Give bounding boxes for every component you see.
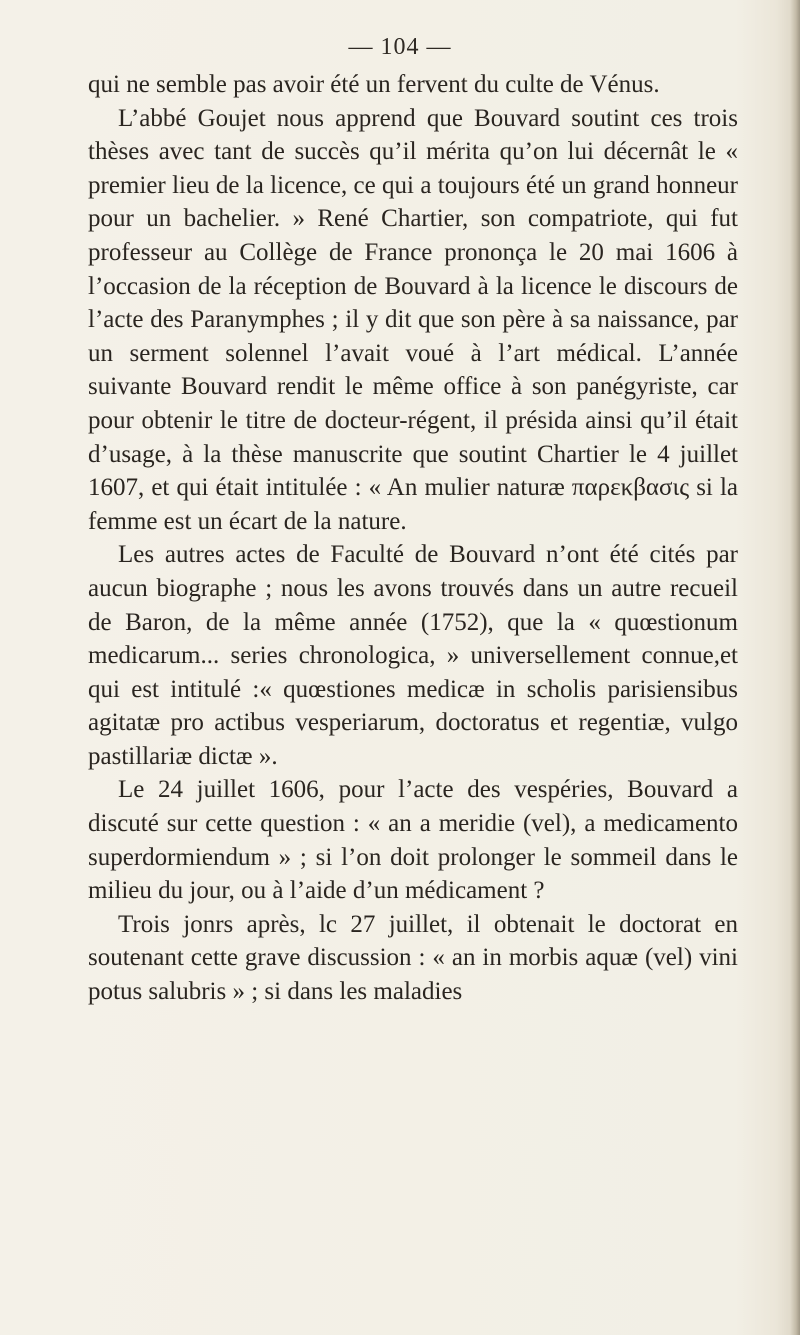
paragraph: Trois jonrs après, lc 27 juillet, il obtenait le doctorat en soutenant cette grave discussion : « an in morbis aquæ (vel) vini potus salubris » ; si dans les maladies <box>88 910 738 1006</box>
paragraph: Les autres actes de Faculté de Bouvard n’ont été cités par aucun biographe ; nous les avons trouvés dans un autre recueil de Baron, de la même année (1752), que la « quœstionum medicarum... series chronologica, » universellement connue,et qui est intitulé :« quœstiones medicæ in scholis parisiensibus agitatæ pro actibus vesperiarum, doctoratus et regentiæ, vulgo pastillariæ dictæ ». <box>88 541 738 770</box>
body-text <box>88 68 738 1009</box>
paragraph: L’abbé Goujet nous apprend que Bouvard soutint ces trois thèses avec tant de succès qu’il mérita qu’on lui décernât le « premier lieu de la licence, ce qui a toujours été un grand honneur pour un bachelier. » René Chartier, son compatriote, qui fut professeur au Collège de France prononça le 20 mai 1606 à l’occasion de la réception de Bouvard à la licence le discours de l’acte des Paranymphes ; il y dit que son père à sa naissance, par un serment solennel l’avait voué à l’art médical. L’année suivante Bouvard rendit le même office à son panégyriste, car pour obtenir le titre de docteur-régent, il présida ainsi qu’il était d’usage, à la thèse manuscrite que soutint Chartier le 4 juillet 1607, et qui était intitulée : « An mulier naturæ παρεκβασις si la femme est un écart de la nature. <box>88 104 738 535</box>
paragraph: qui ne semble pas avoir été un fervent du culte de Vénus. <box>88 71 660 98</box>
page-number: — 104 — <box>348 34 452 60</box>
paragraph: Le 24 juillet 1606, pour l’acte des vespéries, Bouvard a discuté sur cette question : « an a meridie (vel), a medicamento superdormiendum » ; si l’on doit prolonger le sommeil dans le milieu du jour, ou à l’aide d’un médicament ? <box>88 776 738 905</box>
page-edge-shadow <box>790 0 800 1335</box>
